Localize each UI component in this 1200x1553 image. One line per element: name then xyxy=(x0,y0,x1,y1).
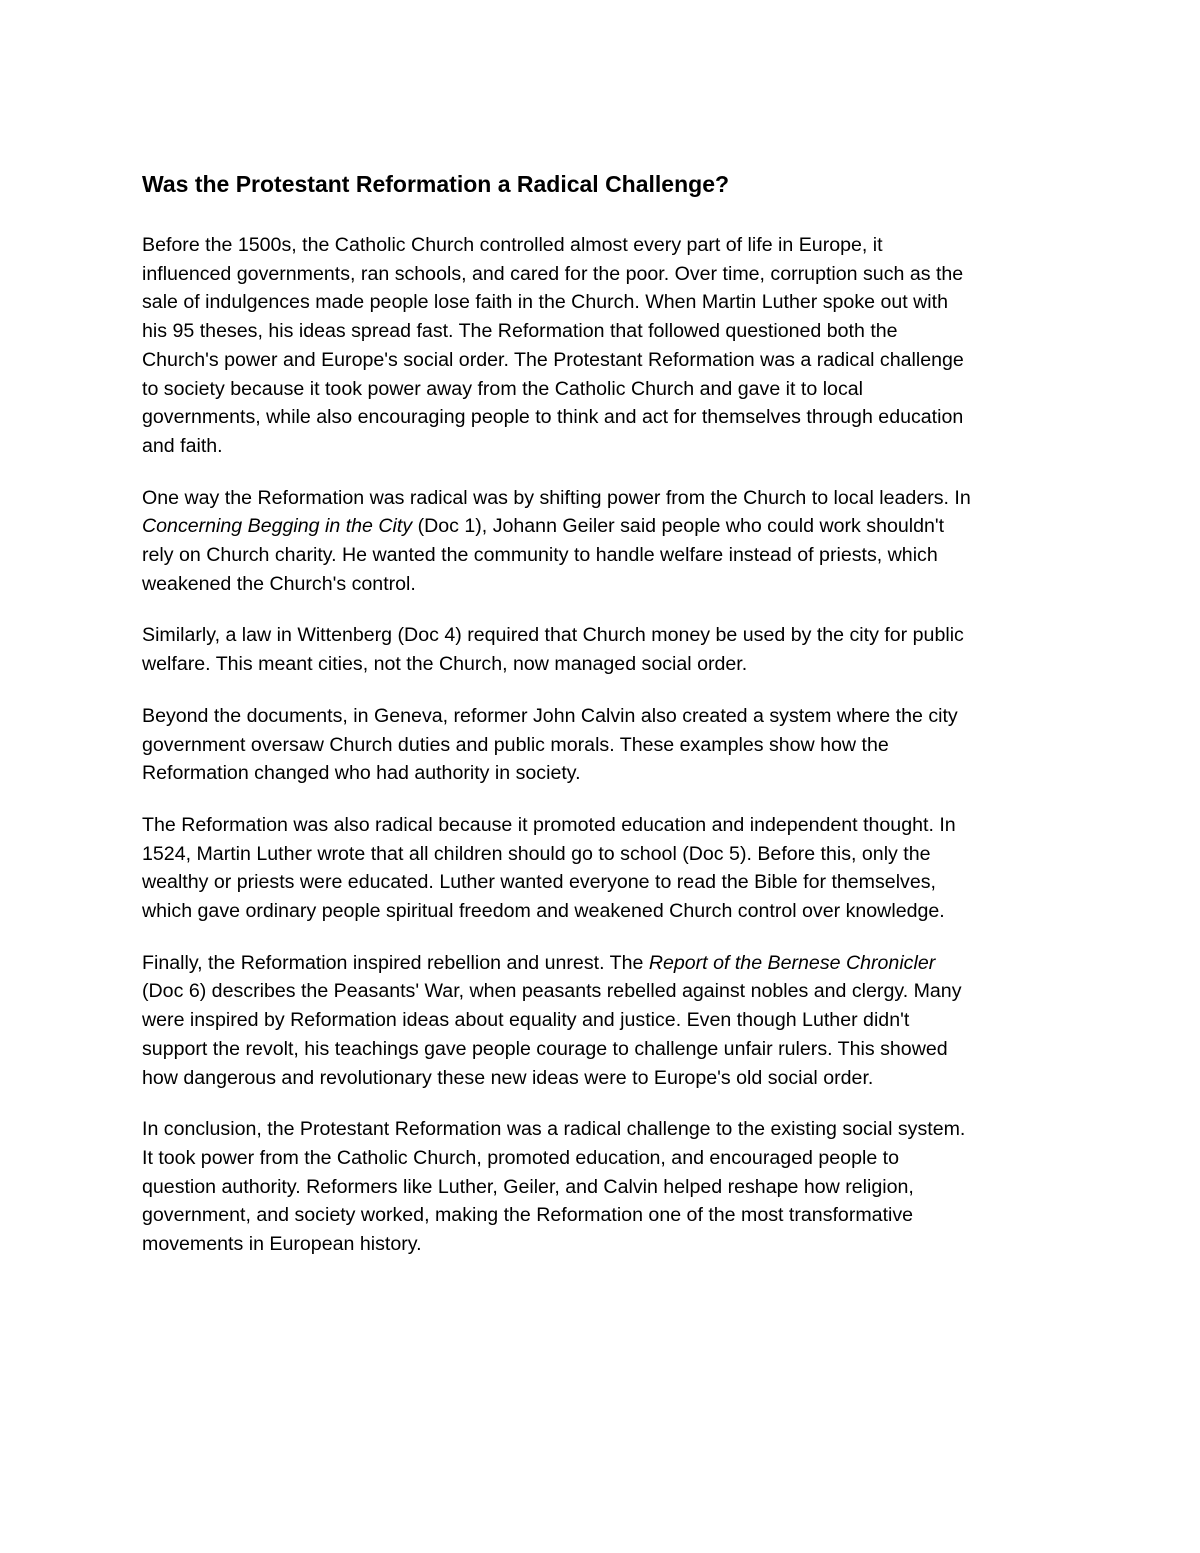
text-segment: how dangerous and revolutionary these new ideas were to Europe's old social order. xyxy=(142,1066,874,1089)
text-line xyxy=(142,702,1062,731)
text-segment: wealthy or priests were educated. Luther wanted everyone to read the Bible for themselves, xyxy=(142,871,936,894)
text-segment: government, and society worked, making the Reformation one of the most transformative xyxy=(142,1204,914,1227)
text-segment: to society because it took power away from the Catholic Church and gave it to local xyxy=(142,377,863,400)
text-line xyxy=(142,570,1062,599)
text-segment: (Doc 1), Johann Geiler said people who could work shouldn't xyxy=(412,515,945,538)
text-line xyxy=(142,897,1062,926)
text-line xyxy=(142,1035,1062,1064)
text-line xyxy=(142,1144,1062,1173)
text-segment: governments, while also encouraging people to think and act for themselves through education xyxy=(142,406,964,429)
text-line xyxy=(142,811,1062,840)
text-line xyxy=(142,260,1062,289)
text-line xyxy=(142,650,1062,679)
text-segment: The Reformation was also radical because it promoted education and independent thought. In xyxy=(142,813,956,836)
text-segment: One way the Reformation was radical was by shifting power from the Church to local leaders. In xyxy=(142,486,971,509)
text-segment: (Doc 6) describes the Peasants' War, when peasants rebelled against nobles and clergy. Many xyxy=(142,980,962,1003)
text-line xyxy=(142,541,1062,570)
text-segment: Church's power and Europe's social order. The Protestant Reformation was a radical challenge xyxy=(142,348,964,371)
text-line xyxy=(142,1230,1062,1259)
text-line xyxy=(142,977,1062,1006)
text-line xyxy=(142,403,1062,432)
text-segment: question authority. Reformers like Luther, Geiler, and Calvin helped reshape how religion, xyxy=(142,1175,914,1198)
text-line xyxy=(142,288,1062,317)
text-line xyxy=(142,1115,1062,1144)
text-line xyxy=(142,621,1062,650)
italic-title: Report of the Bernese Chronicler xyxy=(648,951,936,974)
text-segment: Similarly, a law in Wittenberg (Doc 4) required that Church money be used by the city for public xyxy=(142,624,964,647)
text-segment: support the revolt, his teachings gave people courage to challenge unfair rulers. This showed xyxy=(142,1037,948,1060)
text-line xyxy=(142,868,1062,897)
text-line xyxy=(142,840,1062,869)
document-page xyxy=(142,168,1062,1282)
text-segment: Reformation changed who had authority in society. xyxy=(142,762,581,785)
paragraph xyxy=(142,621,1062,678)
document-body xyxy=(142,231,1062,1259)
italic-title: Concerning Begging in the City xyxy=(142,515,413,538)
text-line xyxy=(142,949,1062,978)
text-segment: which gave ordinary people spiritual freedom and weakened Church control over knowledge. xyxy=(142,900,945,923)
text-segment: It took power from the Catholic Church, promoted education, and encouraged people to xyxy=(142,1146,899,1169)
text-segment: movements in European history. xyxy=(142,1233,422,1256)
text-segment: his 95 theses, his ideas spread fast. The Reformation that followed questioned both the xyxy=(142,320,898,343)
paragraph xyxy=(142,811,1062,926)
text-segment: Beyond the documents, in Geneva, reformer John Calvin also created a system where the city xyxy=(142,704,958,727)
paragraph xyxy=(142,231,1062,461)
text-line xyxy=(142,484,1062,513)
paragraph xyxy=(142,949,1062,1093)
text-line xyxy=(142,1201,1062,1230)
text-line xyxy=(142,1006,1062,1035)
text-line xyxy=(142,512,1062,541)
paragraph xyxy=(142,702,1062,788)
text-line xyxy=(142,432,1062,461)
text-segment: 1524, Martin Luther wrote that all children should go to school (Doc 5). Before this, only the xyxy=(142,842,931,865)
paragraph xyxy=(142,484,1062,599)
text-segment: influenced governments, ran schools, and cared for the poor. Over time, corruption such as the xyxy=(142,262,964,285)
text-line xyxy=(142,375,1062,404)
text-segment: Before the 1500s, the Catholic Church controlled almost every part of life in Europe, it xyxy=(142,234,883,256)
text-segment: sale of indulgences made people lose faith in the Church. When Martin Luther spoke out with xyxy=(142,291,948,314)
text-line xyxy=(142,346,1062,375)
text-line xyxy=(142,1064,1062,1093)
text-segment: and faith. xyxy=(142,434,223,457)
text-segment: weakened the Church's control. xyxy=(142,572,416,595)
text-line xyxy=(142,1173,1062,1202)
text-line xyxy=(142,731,1062,760)
text-segment: were inspired by Reformation ideas about equality and justice. Even though Luther didn't xyxy=(142,1009,910,1032)
text-segment: welfare. This meant cities, not the Church, now managed social order. xyxy=(142,653,748,676)
text-line xyxy=(142,317,1062,346)
text-segment: In conclusion, the Protestant Reformation was a radical challenge to the existing social system. xyxy=(142,1118,966,1141)
paragraph xyxy=(142,1115,1062,1259)
document-title: Was the Protestant Reformation a Radical Challenge? xyxy=(142,171,730,197)
text-segment: Finally, the Reformation inspired rebellion and unrest. The xyxy=(142,951,649,974)
text-segment: rely on Church charity. He wanted the community to handle welfare instead of priests, which xyxy=(142,544,938,567)
text-segment: government oversaw Church duties and public morals. These examples show how the xyxy=(142,733,889,756)
text-line xyxy=(142,231,1062,260)
text-line xyxy=(142,759,1062,788)
